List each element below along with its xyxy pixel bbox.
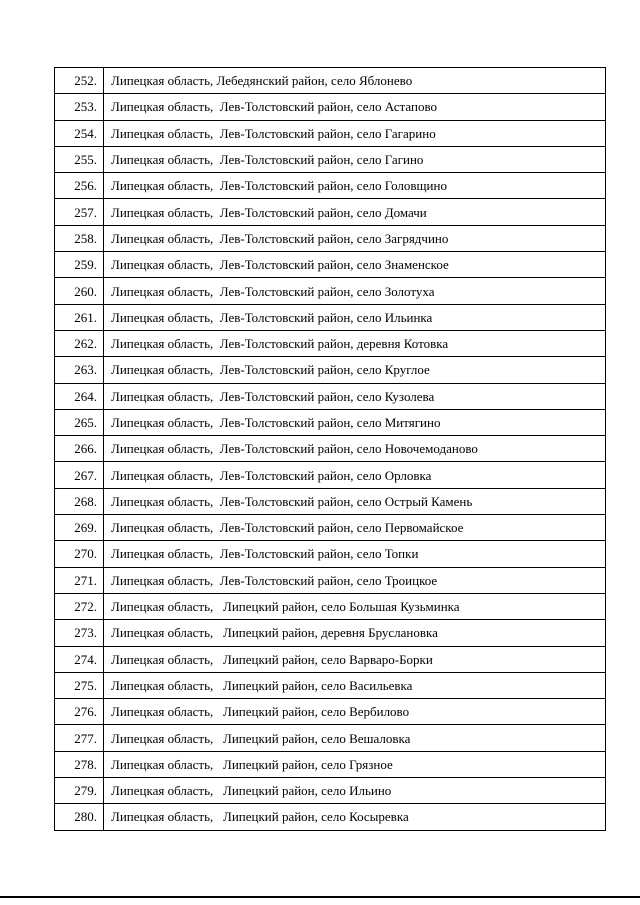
table-row (55, 541, 606, 567)
row-number: 273. (55, 620, 104, 646)
row-number: 254. (55, 120, 104, 146)
table-row (55, 120, 606, 146)
settlement-address: Липецкая область, Лев-Толстовский район, село Астапово (104, 94, 606, 120)
row-number: 274. (55, 646, 104, 672)
row-number: 268. (55, 488, 104, 514)
settlement-address: Липецкая область, Лев-Толстовский район, село Орловка (104, 462, 606, 488)
table-row (55, 304, 606, 330)
settlement-address: Липецкая область, Лев-Толстовский район, село Новочемоданово (104, 436, 606, 462)
settlement-address: Липецкая область, Лев-Толстовский район, село Знаменское (104, 252, 606, 278)
settlement-address: Липецкая область, Лев-Толстовский район, село Головщино (104, 173, 606, 199)
settlement-address: Липецкая область, Лев-Толстовский район, деревня Котовка (104, 330, 606, 356)
table-row (55, 357, 606, 383)
row-number: 275. (55, 672, 104, 698)
settlement-address: Липецкая область, Липецкий район, село Ильино (104, 778, 606, 804)
settlement-address: Липецкая область, Лев-Толстовский район, село Острый Камень (104, 488, 606, 514)
row-number: 276. (55, 699, 104, 725)
settlement-address: Липецкая область, Лев-Толстовский район, село Первомайское (104, 515, 606, 541)
table-row (55, 646, 606, 672)
table-row (55, 699, 606, 725)
settlement-address: Липецкая область, Лебедянский район, село Яблонево (104, 68, 606, 94)
row-number: 265. (55, 409, 104, 435)
settlement-address: Липецкая область, Липецкий район, село Грязное (104, 751, 606, 777)
settlement-address: Липецкая область, Лев-Толстовский район, село Золотуха (104, 278, 606, 304)
settlement-address: Липецкая область, Липецкий район, село Вешаловка (104, 725, 606, 751)
table-row (55, 725, 606, 751)
settlement-address: Липецкая область, Липецкий район, село Варваро-Борки (104, 646, 606, 672)
table-row (55, 672, 606, 698)
settlement-address: Липецкая область, Липецкий район, деревня Брусланoвка (104, 620, 606, 646)
table-row (55, 436, 606, 462)
table-row (55, 567, 606, 593)
table-row (55, 804, 606, 830)
table-row (55, 593, 606, 619)
row-number: 271. (55, 567, 104, 593)
settlement-address: Липецкая область, Лев-Толстовский район, село Круглое (104, 357, 606, 383)
settlement-address: Липецкая область, Лев-Толстовский район, село Загрядчино (104, 225, 606, 251)
settlement-address: Липецкая область, Липецкий район, село Косыревка (104, 804, 606, 830)
table-row (55, 515, 606, 541)
row-number: 264. (55, 383, 104, 409)
settlement-address: Липецкая область, Лев-Толстовский район, село Кузолева (104, 383, 606, 409)
row-number: 280. (55, 804, 104, 830)
settlement-address: Липецкая область, Лев-Толстовский район, село Домачи (104, 199, 606, 225)
table-row (55, 68, 606, 94)
row-number: 260. (55, 278, 104, 304)
row-number: 278. (55, 751, 104, 777)
settlement-address: Липецкая область, Липецкий район, село Вербилово (104, 699, 606, 725)
settlements-table (54, 67, 606, 831)
row-number: 277. (55, 725, 104, 751)
row-number: 256. (55, 173, 104, 199)
row-number: 272. (55, 593, 104, 619)
table-row (55, 173, 606, 199)
row-number: 269. (55, 515, 104, 541)
table-row (55, 94, 606, 120)
settlement-address: Липецкая область, Лев-Толстовский район, село Троицкое (104, 567, 606, 593)
table-row (55, 778, 606, 804)
table-row (55, 252, 606, 278)
table-row (55, 383, 606, 409)
row-number: 279. (55, 778, 104, 804)
settlement-address: Липецкая область, Лев-Толстовский район, село Митягино (104, 409, 606, 435)
row-number: 267. (55, 462, 104, 488)
settlement-address: Липецкая область, Лев-Толстовский район, село Ильинка (104, 304, 606, 330)
table-row (55, 488, 606, 514)
table-row (55, 620, 606, 646)
table-row (55, 225, 606, 251)
row-number: 258. (55, 225, 104, 251)
table-row (55, 278, 606, 304)
row-number: 255. (55, 146, 104, 172)
table-row (55, 409, 606, 435)
settlement-address: Липецкая область, Липецкий район, село Васильевка (104, 672, 606, 698)
row-number: 263. (55, 357, 104, 383)
row-number: 259. (55, 252, 104, 278)
row-number: 252. (55, 68, 104, 94)
table-row (55, 146, 606, 172)
table-body (55, 68, 606, 831)
settlement-address: Липецкая область, Лев-Толстовский район, село Гагарино (104, 120, 606, 146)
table-row (55, 462, 606, 488)
row-number: 261. (55, 304, 104, 330)
settlement-address: Липецкая область, Липецкий район, село Большая Кузьминка (104, 593, 606, 619)
settlement-address: Липецкая область, Лев-Толстовский район, село Топки (104, 541, 606, 567)
row-number: 257. (55, 199, 104, 225)
row-number: 262. (55, 330, 104, 356)
row-number: 253. (55, 94, 104, 120)
row-number: 270. (55, 541, 104, 567)
row-number: 266. (55, 436, 104, 462)
table-row (55, 751, 606, 777)
table-row (55, 199, 606, 225)
page-bottom-rule (0, 896, 640, 898)
table-row (55, 330, 606, 356)
settlement-address: Липецкая область, Лев-Толстовский район, село Гагино (104, 146, 606, 172)
